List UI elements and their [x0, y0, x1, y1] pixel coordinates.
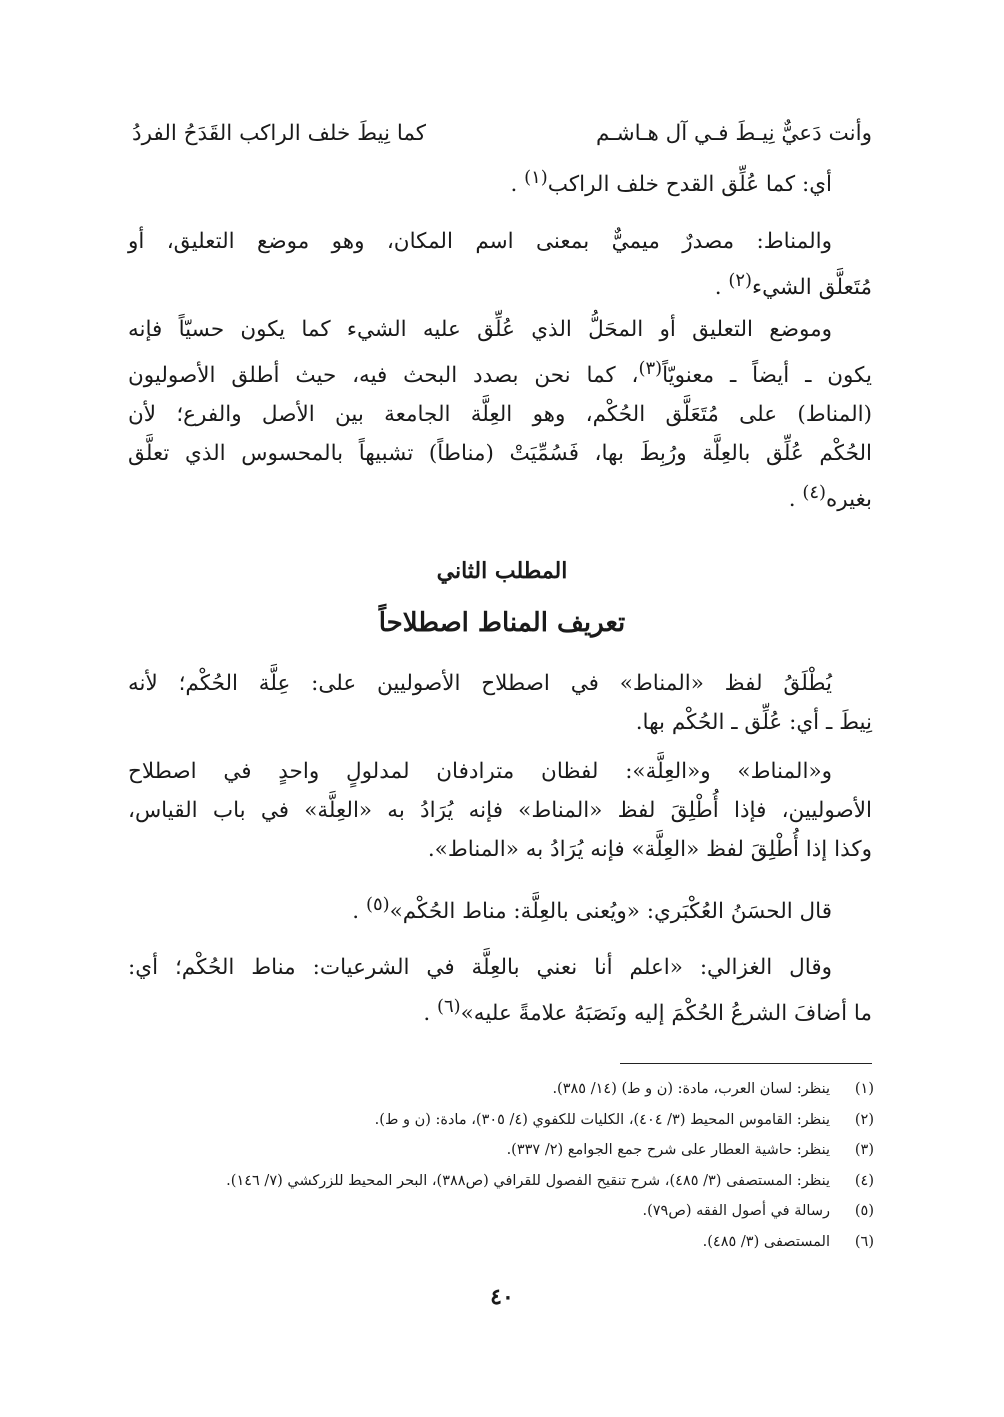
footnote-text: ينظر: القاموس المحيط (٣/ ٤٠٤)، الكليات للكفوي (٤/ ٣٠٥)، مادة: (ن و ط). — [374, 1111, 830, 1128]
footnote-number: (٣) — [854, 1142, 874, 1158]
footnote-item — [114, 1135, 874, 1166]
paragraph-text: أي: كما عُلِّق القدح خلف الراكب — [547, 172, 832, 198]
punctuation: . — [423, 1001, 431, 1027]
footnote-number: (١) — [854, 1081, 874, 1097]
paragraph-line: والمناط: مصدرٌ ميميٌّ بمعنى اسم المكان، وهو موضع التعليق، أو — [128, 229, 832, 254]
paragraph-line: الأصوليين، فإذا أُطْلِقَ لفظ «المناط» فإنه يُرَادُ به «العِلَّة» في باب القياس، — [128, 798, 872, 823]
paragraph-ukbari-quote — [128, 885, 872, 931]
footnote-text: المستصفى (٣/ ٤٨٥). — [702, 1233, 830, 1250]
punctuation: . — [714, 275, 722, 301]
paragraph-line: مُتَعلَّق الشيء — [752, 275, 872, 301]
poem-first-hemistich: وأنت دَعيٌّ نِيـطَ فـي آل هـاشـم — [595, 121, 872, 146]
paragraph-ghazali-quote — [128, 948, 872, 1033]
footnote-ref: (٣) — [638, 358, 663, 379]
footnote-text: ينظر: المستصفى (٣/ ٤٨٥)، شرح تنقيح الفصول للقرافي (ص٣٨٨)، البحر المحيط للزركشي (٧/ ١٤٦). — [226, 1172, 830, 1189]
paragraph-line: (المناط) على مُتَعَلَّق الحُكْم، وهو العِلَّة الجامعة بين الأصل والفرع؛ لأن — [128, 402, 872, 428]
paragraph-text: قال الحسَنُ العُكْبَري: «ويُعنى بالعِلَّة: مناط الحُكْم» — [389, 899, 832, 925]
footnote-text: رسالة في أصول الفقه (ص٧٩). — [642, 1203, 830, 1219]
paragraph-manat-lexical — [128, 222, 872, 307]
footnote-ref: (٦) — [437, 996, 461, 1017]
paragraph-line: الحُكْم عُلِّق بالعِلَّة ورُبِطَ بها، فَسُمِّيَتْ (مناطاً) تشبيهاً بالمحسوس الذي تعلَّق — [128, 441, 872, 467]
footnote-item — [114, 1196, 874, 1227]
footnote-ref: (٥) — [365, 894, 390, 915]
section-subtitle: المطلب الثاني — [436, 558, 568, 584]
poem-second-hemistich: كما نِيطَ خلف الراكب القَدَحُ الفردُ — [132, 121, 427, 146]
footnote-number: (٢) — [854, 1111, 874, 1128]
footnote-divider — [620, 1063, 872, 1064]
paragraph-line: و«المناط» و«العِلَّة»: لفظان مترادفان لمدلولٍ واحدٍ في اصطلاح — [128, 759, 832, 784]
paragraph-line: نِيطَ ـ أي: عُلِّق ـ الحُكْم بها. — [635, 710, 872, 735]
paragraph-explanation — [128, 158, 872, 204]
poem-verse — [132, 114, 872, 154]
footnote-ref: (١) — [524, 167, 548, 188]
paragraph-definition — [128, 664, 872, 742]
footnote-number: (٤) — [854, 1172, 874, 1189]
paragraph-manat-figurative — [128, 310, 872, 519]
footnote-item — [114, 1166, 874, 1197]
footnote-number: (٦) — [854, 1233, 874, 1250]
paragraph-line: وكذا إذا أُطْلِقَ لفظ «العِلَّة» فإنه يُرَادُ به «المناط». — [427, 837, 872, 862]
paragraph-line: بغيره — [826, 487, 872, 513]
paragraph-synonyms — [128, 752, 872, 869]
paragraph-line: يُطْلَقُ لفظ «المناط» في اصطلاح الأصوليين على: عِلَّة الحُكْم؛ لأنه — [128, 671, 832, 696]
section-title: تعريف المناط اصطلاحاً — [378, 608, 626, 638]
punctuation: . — [510, 172, 518, 198]
footnote-text: ينظر: حاشية العطار على شرح جمع الجوامع (٢/ ٣٣٧). — [506, 1142, 830, 1158]
paragraph-line: ما أضافَ الشرعُ الحُكْمَ إليه ونَصَبَهُ علامةً عليه» — [460, 1001, 872, 1027]
punctuation: . — [352, 899, 360, 925]
footnote-item — [114, 1105, 874, 1136]
punctuation: . — [788, 487, 796, 513]
footnote-item — [114, 1074, 874, 1105]
paragraph-line: يكون ـ أيضاً ـ معنويّاً — [662, 363, 872, 389]
footnote-ref: (٤) — [802, 482, 827, 504]
paragraph-line: وقال الغزالي: «اعلم أنا نعني بالعِلَّة في الشرعيات: مناط الحُكْم؛ أي: — [128, 955, 832, 980]
footnote-number: (٥) — [854, 1203, 874, 1219]
paragraph-line: ، كما نحن بصدد البحث فيه، حيث أطلق الأصوليون — [128, 363, 639, 389]
paragraph-line: وموضع التعليق أو المحَلُّ الذي عُلِّق عليه الشيء كما يكون حسيّاً فإنه — [128, 317, 832, 342]
footnote-text: ينظر: لسان العرب، مادة: (ن و ط) (١٤/ ٣٨٥). — [552, 1081, 830, 1097]
footnote-ref: (٢) — [728, 270, 752, 291]
page-number: ٤٠ — [490, 1284, 514, 1310]
footnote-item — [114, 1227, 874, 1258]
footnotes — [114, 1074, 874, 1257]
